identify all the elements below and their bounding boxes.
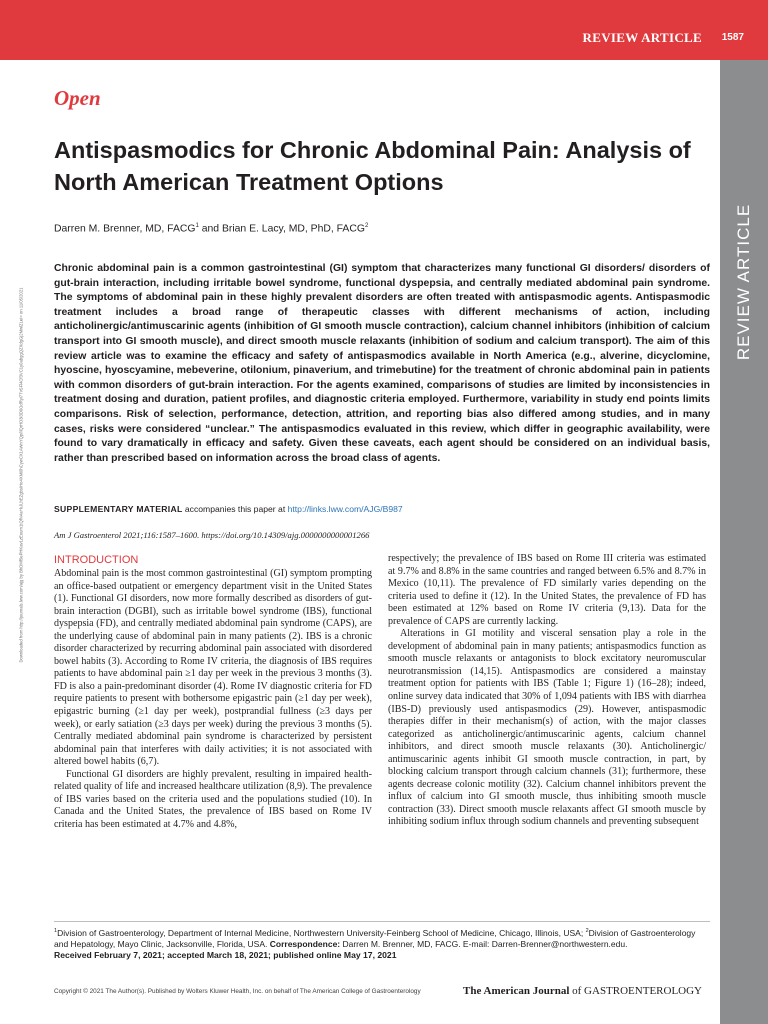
correspondence-label: Correspondence: <box>269 939 341 950</box>
journal-name <box>463 985 702 997</box>
body-column-right <box>388 553 706 829</box>
author-connector: and <box>198 223 222 235</box>
supplementary-link[interactable]: http://links.lww.com/AJG/B987 <box>287 504 403 514</box>
section-heading-introduction: INTRODUCTION <box>54 554 139 566</box>
paragraph: respectively; the prevalence of IBS based on Rome III criteria was estimated at 9.7% and 8.8% in the same countries and ranged between 6.5% and 8.7% in Mexico (10,11). The prevalence of FD similarly varies depending on the criteria used to define it (12). In the United States, the prevalence of FD has been estimated at 12% based on Rome IV criteria (9,13). Data for the prevalence of CAPS are currently lacking. <box>388 553 706 627</box>
journal-name-lead: The American Journal <box>463 985 570 997</box>
citation: Am J Gastroenterol 2021;116:1587–1600. https://doi.org/10.14309/ajg.0000000000001266 <box>54 530 370 540</box>
author-line <box>54 223 368 234</box>
section-label: REVIEW ARTICLE <box>582 30 702 45</box>
download-notice <box>16 270 26 680</box>
author-2-affil: 2 <box>364 223 369 229</box>
supplementary-heading: SUPPLEMENTARY MATERIAL <box>54 504 183 514</box>
received-dates: Received February 7, 2021; accepted March 18, 2021; published online May 17, 2021 <box>54 950 397 960</box>
header-bar <box>0 0 768 60</box>
author-1: Darren M. Brenner, MD, FACG <box>54 223 196 235</box>
side-label <box>728 202 760 362</box>
affiliations <box>54 926 710 951</box>
affil-marker-2: 2 <box>585 928 589 934</box>
paragraph: Abdominal pain is the most common gastrointestinal (GI) symptom prompting an office-based outpatient or emergency department visit in the United States (1). Functional GI disorders, now more formally described as disorders of gut-brain interaction (DGBI), such as irritable bowel syndrome (IBS), functional dyspepsia (FD), and centrally mediated abdominal pain syndrome (CAPS), are the underlying cause of abdominal pain in many patients (2). IBS is a chronic disorder characterized by recurring abdominal pain associated with disordered bowel habits (3). According to Rome IV criteria, the diagnosis of IBS requires patients to have abdominal pain ≥1 day per week in the previous 3 months (3). FD is also a pain-predominant disorder (4). Rome IV diagnostic criteria for FD require patients to present with bothersome epigastric pain (≥1 day per week), epigastric burning (≥1 day per week), postprandial fullness (≥3 days per week), or early satiation (≥3 days per week) during the previous 3 months (5). Centrally mediated abdominal pain syndrome is characterized by persistent abdominal pain that interferes with daily activities; it is not associated with altered bowel habits (6,7). <box>54 568 372 768</box>
paragraph: Alterations in GI motility and visceral sensation play a role in the development of abdominal pain in many patients; antispasmodics function as smooth muscle relaxants or antagonists to block excitatory neuromuscular neurotransmission (14,15). Antispasmodics are considered a mainstay treatment option for patients with IBS (Table 1; Figure 1) (16–28); indeed, online survey data indicated that 30% of 1,094 patients with IBS with diarrhea (IBS-D) previously used antispasmodics (29). However, antispasmodic therapies differ in their mechanism(s) of action, with the major classes categorized as anticholinergic/antimuscarinic agents, calcium channel inhibitors, and direct smooth muscle relaxants (30). Anticholinergic/ antimuscarinic agents inhibit GI smooth muscle contraction, in part, by blocking calcium transport through calcium channels (31); furthermore, these agents decrease colonic motility (32). Calcium channel inhibitors prevent the influx of calcium into GI smooth muscle, thus inhibiting smooth muscle contraction (33). Direct smooth muscle relaxants affect GI smooth muscle by inhibiting sodium influx through sodium channels and preventing subsequent <box>388 628 706 828</box>
paragraph: Functional GI disorders are highly prevalent, resulting in impaired health-related quality of life and increased healthcare utilization (8,9). The prevalence of IBS varies based on the criteria used and the populations studied (10). In Canada and the United States, the prevalence of IBS based on Rome IV criteria has been estimated at 4.7% and 4.8%, <box>54 768 372 830</box>
affil-text-2: Division of Gastroenterology and Hepatology, Mayo Clinic, Jacksonville, Florida, USA. <box>54 927 696 950</box>
download-notice-text: Downloaded from http://journals.lww.com/ajg by BhDMf5ePHKav1zEoum1tQfN4a+kJLhEZgbsIHo4XMi0hCywCX1AWnYQp/IlQrHD3i3D0OdRyi7TvSFl4Cf3VC1y0abggQZXdgGj2MwlZLeI= on 11/05/2021 <box>18 287 24 663</box>
footnote-divider <box>54 921 710 922</box>
side-label-text: REVIEW ARTICLE <box>734 203 753 361</box>
copyright: Copyright © 2021 The Author(s). Published by Wolters Kluwer Health, Inc. on behalf of The American College of Gastroenterology <box>54 988 421 995</box>
author-1-affil: 1 <box>195 223 199 229</box>
correspondence-text: Darren M. Brenner, MD, FACG. E-mail: Darren-Brenner@northwestern.edu. <box>340 939 628 950</box>
supplementary-text: accompanies this paper at <box>182 504 288 514</box>
author-2: Brian E. Lacy, MD, PhD, FACG <box>221 223 365 235</box>
abstract: Chronic abdominal pain is a common gastrointestinal (GI) symptom that characterizes many functional GI disorders/ disorders of gut-brain interaction, including irritable bowel syndrome, functional dyspepsia, and centrally mediated abdominal pain syndrome. The symptoms of abdominal pain in these highly prevalent disorders are often treated with antispasmodic agents. Antispasmodic treatment includes a broad range of therapeutic classes with different mechanisms of action, including anticholinergic/antimuscarinic agents (inhibition of GI smooth muscle contraction), calcium channel inhibitors (inhibition of calcium transport into GI smooth muscle), and direct smooth muscle relaxants (inhibition of sodium and calcium transport). The aim of this review article was to examine the efficacy and safety of antispasmodics available in North America (e.g., alverine, dicyclomine, hyoscine, hyoscyamine, mebeverine, otilonium, pinaverium, and trimebutine) for the treatment of chronic abdominal pain in patients with common disorders of gut-brain interaction. For the agents examined, comparisons of studies are limited by inconsistencies in treatment dosing and duration, patient profiles, and diagnostic criteria employed. Furthermore, variability in study end points limits comparisons. Risk of selection, performance, detection, attrition, and reporting bias also differed among studies, and in many cases, risks were considered “unclear.” The antispasmodics evaluated in this review, which differ in geographic availability, were found to vary dramatically in efficacy and safety. Given these caveats, each agent should be considered on an individual basis, rather than prescribed based on information across the broad class of agents. <box>54 263 710 464</box>
page-number: 1587 <box>721 32 744 43</box>
affil-marker-1: 1 <box>54 928 58 934</box>
article-title: Antispasmodics for Chronic Abdominal Pain: Analysis of North American Treatment Options <box>54 137 691 195</box>
supplementary-note <box>54 504 403 514</box>
open-access-label: Open <box>54 86 101 110</box>
body-column-left <box>54 553 372 831</box>
side-band <box>720 60 768 1024</box>
journal-name-rest: of GASTROENTEROLOGY <box>569 985 702 997</box>
affil-text-1: Division of Gastroenterology, Department of Internal Medicine, Northwestern University-Feinberg School of Medicine, Chicago, Illinois, USA; <box>57 927 586 938</box>
